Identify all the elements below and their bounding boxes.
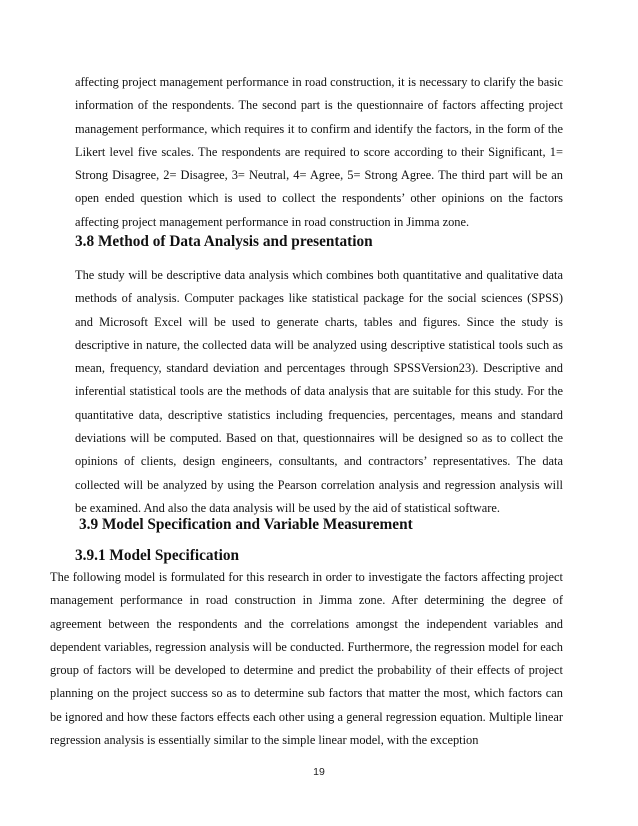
section-3-9-1-paragraph: The following model is formulated for this research in order to investigate the factors affecting project management performance in road construction in Jimma zone. After determining the degree of agreement between the respondents and the correlations amongst the independent variables and dependent variables, regression analysis will be conducted. Furthermore, the regression model for each group of factors will be developed to determine and predict the probability of their effects of project planning on the project success so as to determine sub factors that matter the most, which factors can be ignored and how these factors effects each other using a general regression equation. Multiple linear regression analysis is essentially similar to the simple linear model, with the exception xyxy=(50,570,563,748)
intro-paragraph: affecting project management performance in road construction, it is necessary to clarify the basic information of the respondents. The second part is the questionnaire of factors affecting project management performance, which requires it to confirm and identify the factors, in the form of the Likert level five scales. The respondents are required to score according to their Significant, 1= Strong Disagree, 2= Disagree, 3= Neutral, 4= Agree, 5= Strong Agree. The third part will be an open ended question which is used to collect the respondents’ other opinions on the factors affecting project management performance in road construction in Jimma zone. xyxy=(75,75,563,229)
section-3-9-1-heading: 3.9.1 Model Specification xyxy=(75,547,240,564)
section-3-8-heading: 3.8 Method of Data Analysis and presentation xyxy=(75,233,373,250)
section-3-8-paragraph: The study will be descriptive data analysis which combines both quantitative and qualitative data methods of analysis. Computer packages like statistical package for the social sciences (SPSS) and Microsoft Excel will be used to generate charts, tables and figures. Since the study is descriptive in nature, the collected data will be analyzed using descriptive statistical tools such as mean, frequency, standard deviation and percentages through SPSSVersion23). Descriptive and inferential statistical tools are the methods of data analysis that are suitable for this study. For the quantitative data, descriptive statistics including frequencies, percentages, means and standard deviations will be computed. Based on that, questionnaires will be designed so as to collect the opinions of clients, design engineers, consultants, and contractors’ representatives. The data collected will be analyzed by using the Pearson correlation analysis and regression analysis will be examined. And also the data analysis will be used by the aid of statistical software. xyxy=(75,268,563,515)
page-number: 19 xyxy=(313,766,325,778)
section-3-9-heading: 3.9 Model Specification and Variable Measurement xyxy=(79,516,413,533)
